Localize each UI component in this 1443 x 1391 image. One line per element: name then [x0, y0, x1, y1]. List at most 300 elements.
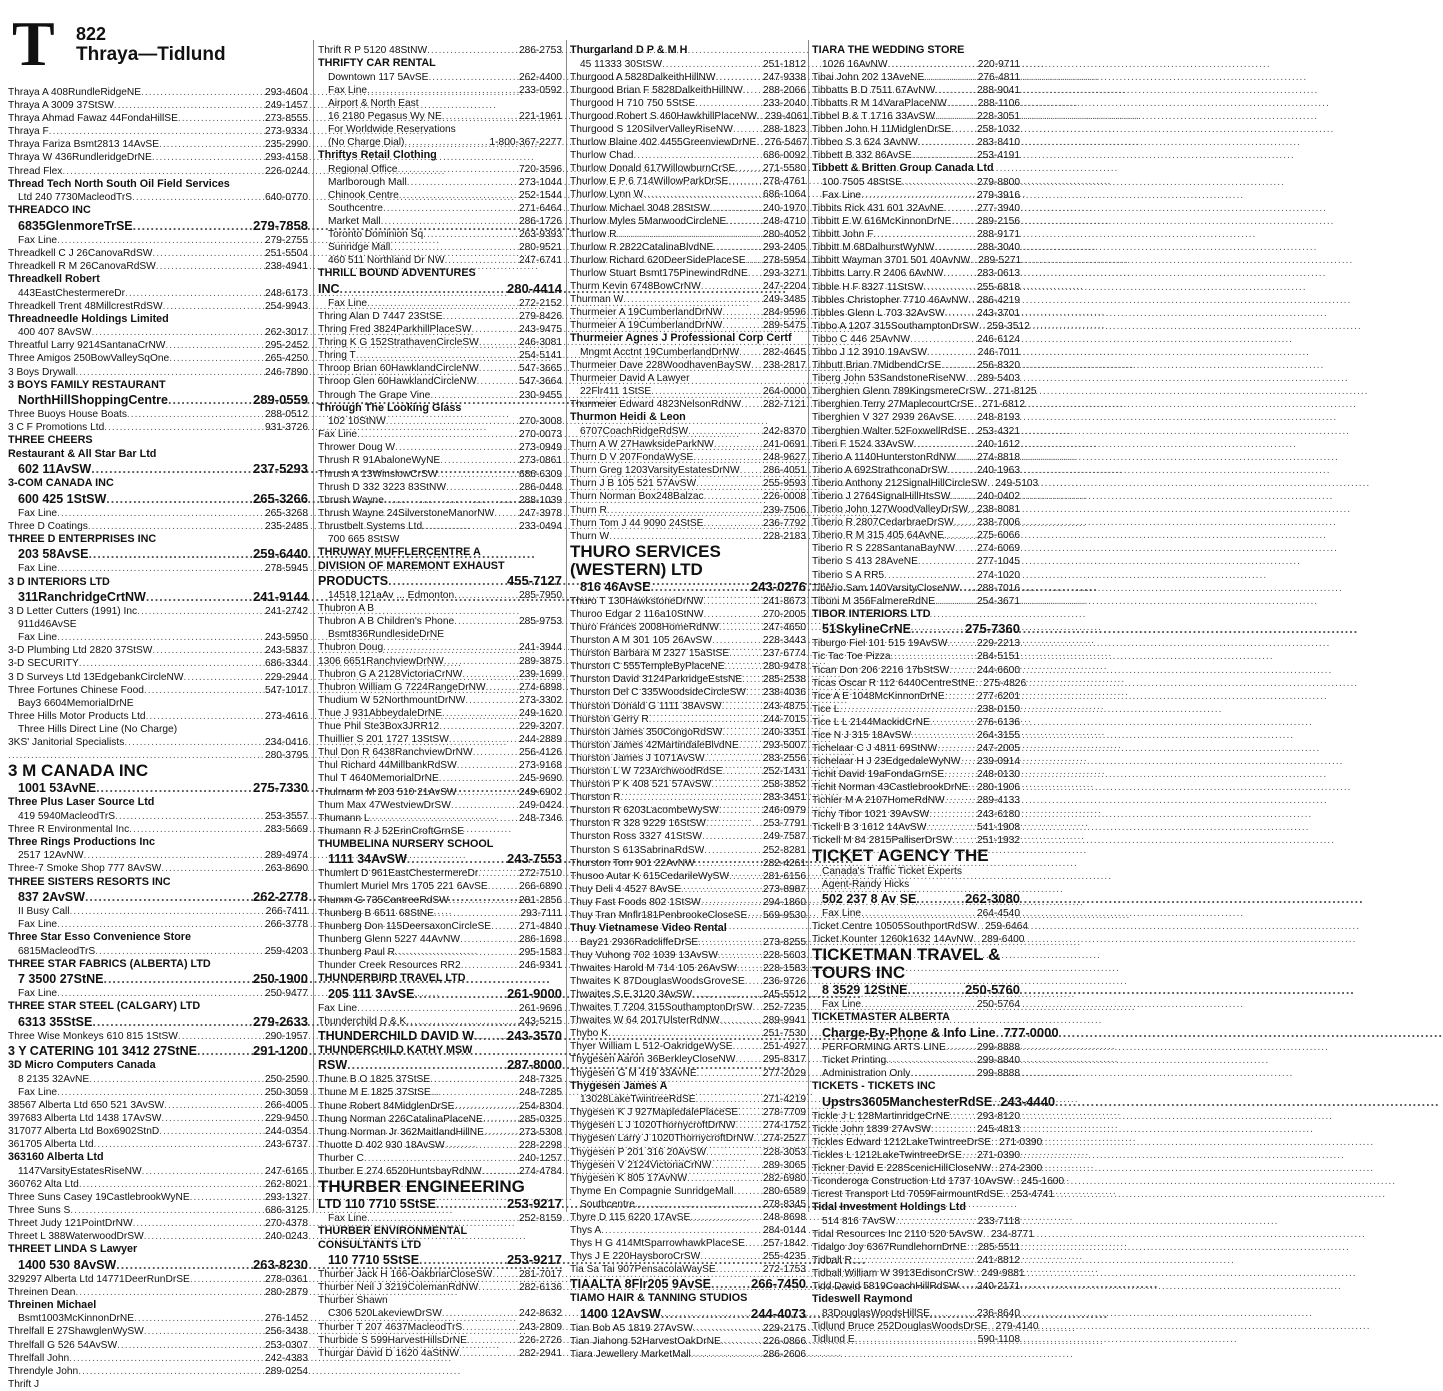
listing-name: Tiberio J 2764SignalHillHtsSW — [812, 491, 951, 502]
listing-phone: 284-5151 — [976, 651, 1020, 663]
listing-phone: 293-3271 — [762, 268, 806, 279]
listing-entry — [570, 149, 806, 162]
listing-entry — [812, 385, 1037, 398]
listing-name: Tiberg John 53SandstoneRiseNW — [812, 373, 966, 385]
listing-entry — [812, 425, 1020, 438]
listing-name: Tidlund Bruce 252DouglasWoodsDrSE — [812, 1321, 988, 1332]
listing-entry — [570, 621, 806, 634]
listing-entry — [812, 794, 1020, 807]
listing-heading: TOURS INC — [812, 963, 906, 983]
leader-dots — [916, 892, 963, 907]
listing-entry — [812, 1280, 1020, 1293]
listing-entry — [812, 202, 1020, 215]
listing-phone: 254-8304 — [518, 1100, 562, 1112]
listing-phone: 255-9593 — [762, 478, 806, 490]
listing-entry — [812, 438, 1020, 451]
listing-phone: 251-1812 — [762, 58, 806, 70]
listing-phone: 293-5007 — [762, 739, 806, 751]
listing-name: Thurn J B 105 521 57AvSW — [570, 478, 697, 490]
leader-dots — [78, 1365, 263, 1378]
leader-dots — [340, 282, 506, 297]
listing-name: Bay3 6604MemorialDrNE — [18, 697, 134, 709]
listing-phone: 247-6741 — [518, 255, 562, 267]
leader-dots — [197, 1044, 251, 1059]
listing-phone: 265-4250 — [264, 353, 308, 365]
listing-name: Thul Richard 44MillbankRdSW — [318, 760, 457, 772]
listing-name: 83DouglasWoodsHillSE — [822, 1307, 930, 1319]
listing-entry — [570, 844, 806, 857]
listing-phone: 283-5669 — [264, 823, 308, 835]
section-letter: T — [12, 8, 55, 79]
listing-phone: 279-8800 — [976, 176, 1020, 188]
listing-entry — [812, 176, 1020, 189]
listing-name: Threlfall John — [8, 1352, 70, 1364]
listing-name: 3 Boys Drywall — [8, 366, 76, 378]
listing-name: Tiberghien Glenn 789KingsmereCrSW — [812, 386, 986, 398]
listing-name: Tidlund E — [812, 1334, 855, 1346]
listing-entry — [812, 189, 1020, 202]
listing-entry — [318, 1126, 562, 1139]
listing-entry — [570, 1001, 806, 1014]
listing-name: Threatful Larry 9214SantanaCrNW — [8, 340, 166, 352]
listing-name: Administration Only — [822, 1068, 911, 1080]
listing-phone: 274-4784 — [518, 1165, 562, 1177]
listing-phone: 244-0354 — [264, 1125, 308, 1137]
listing-heading: Thread Tech North South Oil Field Services — [8, 177, 230, 190]
listing-entry — [318, 1307, 562, 1320]
listing-phone: 262-2778 — [253, 889, 308, 905]
listing-phone: 289-9941 — [762, 1015, 806, 1027]
listing-entry — [8, 165, 308, 178]
listing-phone: 245-5512 — [762, 989, 806, 1000]
listing-entry — [570, 791, 806, 804]
listing-name: Thurber Neil J 3219ColemanRdNW — [318, 1282, 479, 1294]
leader-dots — [184, 671, 263, 684]
leader-dots — [75, 1286, 263, 1299]
leader-dots — [454, 615, 517, 628]
listing-phone: 229-2944 — [264, 671, 308, 683]
listing-name: 502 237 8 Av SE — [822, 892, 917, 907]
listing-entry — [570, 804, 806, 817]
leader-dots — [428, 71, 517, 84]
listing-entry — [812, 516, 1020, 529]
listing-entry — [318, 1100, 562, 1113]
leader-dots — [152, 151, 263, 164]
listing-entry — [812, 110, 1020, 123]
listing-entry — [570, 280, 806, 293]
listing-name: Thurston R 6203LacombeWySW — [570, 805, 719, 817]
listing-name: 816 46AvSE — [580, 579, 651, 594]
leader-dots — [471, 323, 516, 336]
listing-name: Fax Line — [18, 632, 58, 644]
listing-name: Tiburgo Fiel 101 515 19AvSW — [812, 638, 948, 650]
listing-entry — [318, 1212, 562, 1225]
listing-entry — [812, 664, 1020, 677]
leader-dots — [384, 494, 517, 507]
listing-name: Tibbo C 446 25AvNW — [812, 333, 910, 345]
listing-phone: 228-1583 — [762, 962, 806, 974]
listing-name: 3KS' Janitorial Specialists — [8, 737, 125, 748]
listing-phone: 291-1200 — [253, 1043, 308, 1059]
listing-phone: 293-4604 — [264, 87, 308, 98]
listing-entry — [318, 349, 562, 362]
listing-phone: 282-7121 — [762, 399, 806, 411]
listing-phone: 226-2726 — [518, 1334, 562, 1346]
listing-name: Threadkell C J 26CanovaRdSW — [8, 247, 153, 259]
listing-phone: 278-5945 — [264, 563, 308, 575]
leader-dots — [951, 215, 974, 228]
listing-entry — [8, 889, 308, 905]
listing-heading: THUNDERCHILD KATHY MSW — [318, 1043, 473, 1056]
leader-dots — [407, 176, 517, 189]
listing-name: 6707CoachRidgeRdSW — [580, 425, 689, 437]
listing-entry — [812, 755, 1020, 768]
listing-name: Thurston James 350CongoRdSW — [570, 726, 723, 738]
listing-phone: 235-2990 — [264, 139, 308, 151]
listing-entry — [8, 1099, 308, 1112]
listing-phone: 254-3671 — [976, 595, 1020, 607]
listing-name: Thurlow Stuart Bsmt175PinewindRdNE — [570, 268, 748, 279]
listing-entry — [318, 1015, 562, 1028]
listing-name: Thurston R 328 9229 16StSW — [570, 818, 706, 830]
listing-entry — [570, 175, 806, 188]
leader-dots — [484, 1126, 517, 1139]
listing-name: Thygesen L J 1020ThornycroftDrNW — [570, 1120, 736, 1132]
listing-name: 51SkylineCrNE — [822, 622, 911, 637]
listing-phone: 288-7016 — [976, 582, 1020, 594]
listing-phone: 244-4073 — [751, 1305, 806, 1321]
listing-name: Tian Jiahong 52HarvestOakDrNE — [570, 1336, 721, 1348]
listing-phone: 273-4616 — [264, 710, 308, 722]
listing-phone: 273-0861 — [518, 455, 562, 467]
leader-dots — [710, 202, 761, 215]
listing-phone: 277-1045 — [976, 556, 1020, 568]
leader-dots — [738, 1106, 761, 1119]
leader-dots — [702, 830, 761, 843]
leader-dots — [62, 165, 263, 178]
listing-name: Thrush A 13WinslowCrSW — [318, 468, 438, 480]
listing-entry — [812, 690, 1020, 703]
listing-entry — [812, 621, 1020, 637]
leader-dots — [161, 1112, 263, 1125]
listing-entry — [812, 742, 1020, 755]
listing-entry — [570, 451, 806, 464]
leader-dots — [954, 516, 975, 529]
listing-phone: 243-3570 — [507, 1027, 562, 1043]
listing-entry — [570, 359, 806, 372]
leader-dots — [141, 86, 263, 99]
listing-heading: THREET LINDA S Lawyer — [8, 1243, 138, 1256]
listing-phone: 243-6180 — [976, 808, 1020, 820]
listing-name: Thuy Tran Mnflr181PenbrookeCloseSE — [570, 910, 748, 922]
listing-phone: 289-3875 — [518, 655, 562, 667]
listing-phone: 238-4036 — [762, 687, 806, 699]
listing-entry — [318, 297, 562, 310]
leader-dots — [926, 821, 975, 834]
listing-name: Thurm Kevin 6748BowCrNW — [570, 281, 701, 293]
listing-phone: 279-3916 — [976, 189, 1020, 201]
listing-phone: 252-1544 — [518, 189, 562, 201]
leader-dots — [129, 823, 263, 836]
listing-name: INC — [318, 281, 340, 296]
listing-name: Thumann R J 52ErinCroftGrnSE — [318, 825, 465, 837]
leader-dots — [855, 1333, 976, 1346]
leader-dots — [935, 110, 975, 123]
leader-dots — [861, 907, 975, 920]
leader-dots — [457, 759, 517, 772]
leader-dots — [945, 307, 975, 320]
leader-dots — [397, 163, 516, 176]
listing-name: Thurgood Brian F 5828DalkeithHillNW — [570, 84, 743, 96]
listing-phone: 276-5467 — [764, 137, 808, 149]
listing-name: PERFORMING ARTS LINE — [822, 1041, 946, 1053]
column-4 — [812, 44, 1065, 1346]
listing-entry — [318, 1347, 562, 1360]
listing-name: Thurston James J 1071AvSW — [570, 752, 705, 764]
listing-phone: 266-4005 — [264, 1099, 308, 1111]
leader-dots — [687, 1172, 761, 1185]
listing-phone: 251-5504 — [264, 247, 308, 259]
listing-phone: 280-3795 — [264, 750, 308, 762]
listing-name: Tiberio R M 315 405 64AvNE — [812, 530, 944, 542]
leader-dots — [704, 844, 761, 857]
listing-phone: 270-4378 — [264, 1217, 308, 1229]
listing-name: Ticket Centre 10505SouthportRdSW — [812, 921, 977, 933]
leader-dots — [695, 857, 761, 870]
listing-phone: 246-9341 — [518, 960, 562, 972]
leader-dots — [700, 1250, 761, 1263]
leader-dots — [70, 1204, 263, 1217]
listing-phone: 230-9455 — [518, 389, 562, 401]
listing-phone: 274-2527 — [762, 1133, 806, 1145]
listing-phone: 273-8555 — [264, 113, 308, 125]
listing-entry — [8, 138, 308, 151]
listing-phone: 272-1753 — [762, 1264, 806, 1276]
listing-phone: 273-5308 — [518, 1126, 562, 1138]
listing-entry — [8, 491, 308, 507]
listing-phone: 261-9000 — [507, 985, 562, 1001]
listing-entry — [8, 810, 308, 823]
listing-name: Charge-By-Phone & Info Line — [822, 1025, 996, 1040]
listing-name: Thurston Tom 901 22AvNW — [570, 857, 695, 869]
listing-entry — [570, 752, 806, 765]
leader-dots — [895, 1215, 975, 1228]
listing-phone: 246-6124 — [976, 333, 1020, 345]
leader-dots — [947, 97, 976, 110]
listing-name: Airport & North East — [328, 97, 419, 109]
listing-entry — [570, 1263, 806, 1276]
listing-name: Thring Alan D 7447 23StSE — [318, 311, 443, 322]
listing-entry — [318, 933, 562, 946]
listing-name: Thunberg Don 115DeersaxonCircleSE — [318, 920, 492, 932]
leader-dots — [57, 562, 263, 575]
listing-entry — [570, 293, 806, 306]
listing-name: 3 C F Promotions Ltd — [8, 422, 105, 434]
listing-name: Thul Don R 6438RanchviewDrNW — [318, 747, 473, 759]
listing-phone: 299-8840 — [976, 1055, 1020, 1066]
leader-dots — [698, 936, 761, 949]
listing-phone: 252-8159 — [518, 1213, 562, 1225]
leader-dots — [718, 949, 761, 962]
listing-name: 911d46AvSE — [18, 619, 77, 631]
listing-name: Tiberghien V 327 2939 26AvSE — [812, 412, 955, 424]
leader-dots — [92, 1015, 251, 1030]
listing-entry — [570, 765, 806, 778]
listing-entry — [8, 1125, 308, 1138]
listing-name: Thwaites W 64 2017UlsterRdNW — [570, 1015, 720, 1027]
leader-dots — [427, 44, 517, 57]
listing-entry — [570, 975, 806, 988]
leader-dots — [137, 605, 263, 618]
listing-phone: 274-1752 — [762, 1120, 806, 1132]
leader-dots — [861, 998, 975, 1011]
listing-name: Thubron Doug — [318, 642, 384, 654]
listing-entry — [318, 189, 562, 202]
listing-name: 1147VarsityEstatesRiseNW — [18, 1165, 142, 1177]
leader-dots — [133, 219, 251, 234]
listing-entry — [318, 71, 562, 84]
listing-entry — [318, 1268, 562, 1281]
listing-entry — [8, 1014, 308, 1030]
leader-dots — [486, 681, 517, 694]
listing-name: 38567 Alberta Ltd 650 521 3AvSW — [8, 1099, 165, 1111]
listing-entry — [8, 697, 308, 710]
listing-heading: THRIFTY CAR RENTAL — [318, 57, 436, 70]
listing-name: Tickle John 1839 27AvSW — [812, 1123, 931, 1135]
leader-dots — [478, 867, 517, 880]
listing-name: Regional Office — [328, 163, 398, 175]
leader-dots — [924, 71, 976, 84]
leader-dots — [693, 1322, 761, 1335]
listing-name: Tibbitt John F — [812, 229, 874, 241]
listing-name: Three Wise Monkeys 610 815 1StSW — [8, 1030, 178, 1042]
listing-entry — [318, 44, 562, 57]
leader-dots — [728, 175, 761, 188]
listing-entry — [570, 1250, 806, 1263]
listing-name: Mngmt Acctnt 19CumberlandDrNW — [580, 346, 740, 358]
leader-dots — [945, 794, 975, 807]
listing-name: Thusoo Autar K 615CedarileWySW — [570, 870, 730, 882]
listing-entry — [570, 778, 806, 791]
leader-dots — [719, 1014, 760, 1027]
listing-entry — [8, 618, 308, 631]
listing-entry — [570, 1146, 806, 1159]
listing-phone: 288-1106 — [977, 97, 1020, 109]
listing-heading: THREE CHEERS — [8, 434, 93, 447]
listing-phone: 259-6464 — [984, 921, 1029, 933]
leader-dots — [422, 520, 517, 533]
listing-heading: CONSULTANTS LTD — [318, 1238, 422, 1251]
listing-phone: 293-7111 — [520, 907, 562, 919]
leader-dots — [937, 742, 975, 755]
listing-entry — [318, 772, 562, 785]
listing-name: Thurn A W 27HawksideParkNW — [570, 439, 714, 451]
listing-phone: 253-9217 — [507, 1252, 562, 1268]
listing-name: Tibbits Rick 431 601 32AvNE — [812, 202, 944, 214]
page-range: Thraya—Tidlund — [76, 44, 226, 65]
listing-name: Thurbide S 599HarvestHillsDrNE — [318, 1334, 467, 1346]
listing-name: 1306 6651RanchviewDrNW — [318, 655, 444, 667]
leader-dots — [861, 189, 975, 202]
listing-entry — [570, 883, 806, 896]
listing-phone: 266-6890 — [518, 881, 562, 893]
listing-name: Ticket Kounter 1260k1632 14AvNW — [812, 934, 974, 946]
leader-dots — [178, 1030, 263, 1043]
listing-name: Tichit Norman 43CastlebrookDrNE — [812, 782, 969, 794]
leader-dots — [691, 1348, 761, 1361]
leader-dots — [751, 359, 761, 372]
listing-phone: 253-4741 — [1011, 1189, 1055, 1201]
listing-phone: 262-8021 — [264, 1178, 308, 1190]
listing-phone: 256-3438 — [264, 1326, 308, 1338]
listing-entry — [318, 920, 562, 933]
listing-name: Thring Fred 3824ParkhillPlaceSW — [318, 324, 472, 336]
leader-dots — [930, 1307, 975, 1320]
listing-phone: 233-0592 — [518, 84, 562, 96]
listing-phone: 258-3852 — [762, 779, 806, 791]
leader-dots — [459, 1347, 517, 1360]
listing-entry — [318, 84, 562, 97]
listing-name: Three Suns S — [8, 1204, 71, 1216]
listing-phone: 293-8120 — [976, 1110, 1020, 1122]
listing-name: 1111 34AvSW — [328, 852, 407, 867]
listing-name: Thulmann M 203 510 21AvSW — [318, 786, 457, 798]
listing-name: Tickell B 3 1612 14AvSW — [812, 821, 927, 833]
listing-entry — [8, 905, 308, 918]
listing-heading: 363160 Alberta Ltd — [8, 1151, 104, 1164]
listing-entry — [812, 1333, 1020, 1346]
listing-entry — [8, 589, 308, 605]
leader-dots — [924, 281, 975, 294]
listing-name: Thunberg Paul R — [318, 946, 396, 958]
leader-dots — [88, 547, 251, 562]
column-1 — [8, 86, 308, 1390]
listing-phone: 248-8698 — [762, 1212, 806, 1223]
listing-phone: 273-8987 — [762, 883, 806, 895]
leader-dots — [436, 1197, 505, 1212]
listing-phone: 289-0559 — [253, 392, 308, 408]
listing-name: Thrift R P 5120 48StNW — [318, 45, 428, 56]
listing-entry — [318, 1086, 562, 1099]
listing-entry — [8, 605, 308, 618]
leader-dots — [949, 664, 975, 677]
leader-dots — [737, 962, 761, 975]
leader-dots — [133, 1217, 263, 1230]
leader-dots — [79, 657, 263, 670]
listing-entry — [318, 336, 562, 349]
listing-phone: 251-7530 — [762, 1028, 806, 1040]
listing-phone: 226-0866 — [762, 1336, 806, 1348]
listing-phone: 295-2452 — [264, 340, 308, 352]
listing-name: 397683 Alberta Ltd 1438 17AvSW — [8, 1112, 162, 1124]
listing-heading: TICKETS - TICKETS INC — [812, 1080, 936, 1093]
listing-phone: 280-1906 — [976, 782, 1020, 794]
leader-dots — [423, 228, 517, 241]
listing-entry — [318, 281, 562, 297]
listing-name: 203 58AvSE — [18, 547, 89, 562]
listing-entry — [812, 808, 1020, 821]
listing-entry — [812, 215, 1020, 228]
listing-entry — [318, 986, 562, 1002]
listing-entry — [812, 254, 1020, 267]
listing-entry — [318, 641, 562, 654]
listing-name: Thuro Frances 2008HomeRdNW — [570, 621, 719, 633]
listing-name: Thumlert D 961EastChestermereDr — [318, 868, 479, 880]
listing-name: Tian Bob A5 1819 27AvSW — [570, 1322, 693, 1334]
listing-name: Ticonderoga Construction Ltd 1737 10AvSW — [812, 1176, 1014, 1188]
leader-dots — [681, 883, 761, 896]
listing-name: Thunberg Glenn 5227 44AvNW — [318, 933, 460, 945]
